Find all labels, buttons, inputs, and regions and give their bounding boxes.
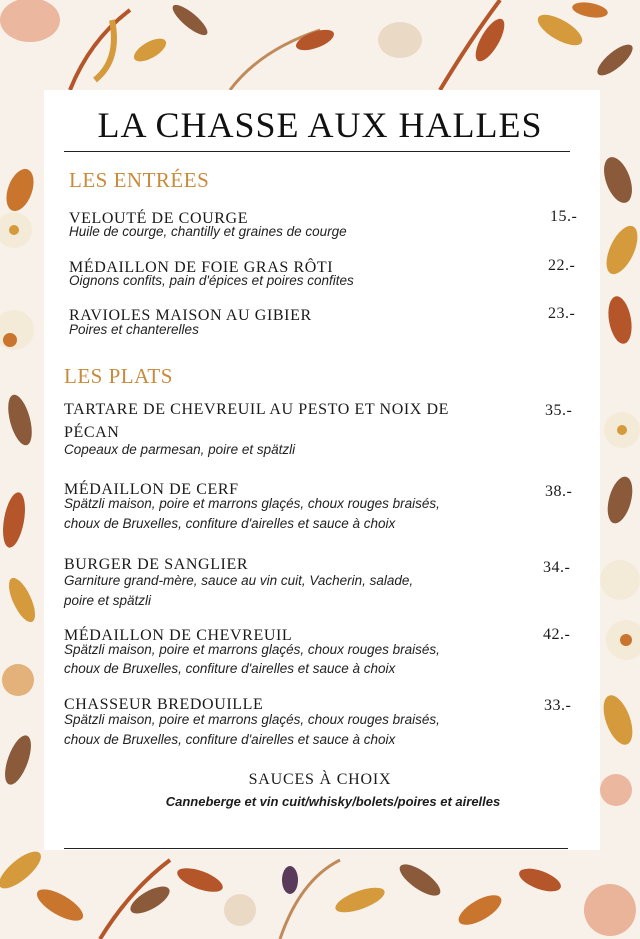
dish-name: RAVIOLES MAISON AU GIBIER: [69, 307, 312, 324]
sauces-list: Canneberge et vin cuit/whisky/bolets/poires et airelles: [165, 794, 501, 809]
dish-description-line-2: choux de Bruxelles, confiture d'airelles et sauce à choix: [64, 732, 396, 747]
dish-price: 35.-: [545, 402, 573, 419]
dish-price: 33.-: [544, 697, 572, 714]
dish-price: 34.-: [543, 559, 571, 576]
dish-description-line-1: Spätzli maison, poire et marrons glaçés, choux rouges braisés,: [64, 496, 440, 511]
dish-description-line-1: Garniture grand-mère, sauce au vin cuit, Vacherin, salade,: [64, 573, 414, 588]
left-floral-decoration: [0, 165, 40, 788]
dish-price: 23.-: [548, 305, 576, 322]
dish-price: 38.-: [545, 483, 573, 500]
dish-description-line-1: Spätzli maison, poire et marrons glaçés, choux rouges braisés,: [64, 712, 440, 727]
dish-name-line-1: TARTARE DE CHEVREUIL AU PESTO ET NOIX DE: [64, 401, 450, 418]
dish-name-line-2: PÉCAN: [64, 424, 120, 441]
section-heading-plats: LES PLATS: [64, 364, 173, 388]
dish-description: Oignons confits, pain d'épices et poires confites: [69, 273, 354, 288]
dish-price: 42.-: [543, 626, 571, 643]
dish-description: Poires et chanterelles: [69, 322, 199, 337]
restaurant-title: LA CHASSE AUX HALLES: [97, 105, 543, 145]
bottom-floral-decoration: [0, 846, 636, 939]
dish-description-line-2: poire et spätzli: [64, 593, 152, 608]
dish-name: MÉDAILLON DE FOIE GRAS RÔTI: [69, 259, 334, 276]
right-floral-decoration: [598, 153, 640, 806]
dish-name: MÉDAILLON DE CHEVREUIL: [64, 627, 293, 644]
dish-description-line-2: choux de Bruxelles, confiture d'airelles et sauce à choix: [64, 661, 396, 676]
bottom-divider: [64, 848, 568, 849]
dish-description: Huile de courge, chantilly et graines de courge: [69, 224, 347, 239]
dish-name: BURGER DE SANGLIER: [64, 556, 249, 573]
dish-description-line-2: choux de Bruxelles, confiture d'airelles et sauce à choix: [64, 516, 396, 531]
dish-price: 15.-: [550, 208, 578, 225]
sauces-heading: SAUCES À CHOIX: [248, 771, 392, 788]
section-heading-entrees: LES ENTRÉES: [69, 168, 210, 192]
dish-description-line-1: Spätzli maison, poire et marrons glaçés, choux rouges braisés,: [64, 642, 440, 657]
dish-name: VELOUTÉ DE COURGE: [69, 210, 249, 227]
title-divider: [64, 151, 570, 152]
dish-name: MÉDAILLON DE CERF: [64, 481, 239, 498]
dish-name: CHASSEUR BREDOUILLE: [64, 696, 264, 713]
dish-price: 22.-: [548, 257, 576, 274]
top-floral-decoration: [0, 0, 637, 90]
dish-description: Copeaux de parmesan, poire et spätzli: [64, 442, 296, 457]
